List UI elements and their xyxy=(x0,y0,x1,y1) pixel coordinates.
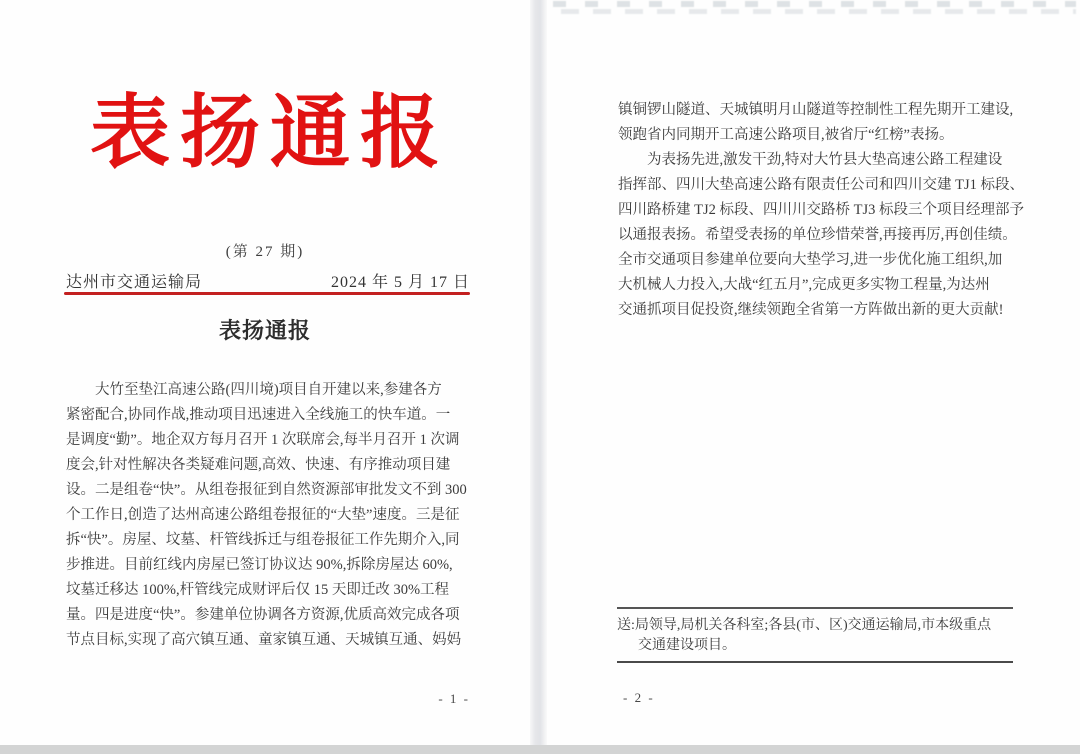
body-line: 大机械人力投入,大战“红五月”,完成更多实物工程量,为达州 xyxy=(618,277,990,293)
body-line: 为表扬先进,激发干劲,特对大竹县大垫高速公路工程建设 xyxy=(618,152,1003,168)
page-1-body xyxy=(66,378,470,653)
distribution-text xyxy=(617,609,1013,661)
meta-row xyxy=(66,269,470,292)
body-line: 度会,针对性解决各类疑难问题,高效、快速、有序推动项目建 xyxy=(66,457,451,473)
body-line: 节点目标,实现了高穴镇互通、童家镇互通、天城镇互通、妈妈 xyxy=(66,632,462,648)
issue-number: (第 27 期) xyxy=(225,244,305,260)
body-line: 领跑省内同期开工高速公路项目,被省厅“红榜”表扬。 xyxy=(618,127,954,143)
issue-date: 2024 年 5 月 17 日 xyxy=(330,274,470,291)
faint-cutoff-text-strip xyxy=(547,0,1080,16)
body-line: 四川路桥建 TJ2 标段、四川川交路桥 TJ3 标段三个项目经理部予 xyxy=(618,202,1024,218)
body-line: 紧密配合,协同作战,推动项目迅速进入全线施工的快车道。一 xyxy=(66,407,451,423)
page-1-number: - 1 - xyxy=(438,691,470,706)
page-gutter xyxy=(530,0,547,745)
page-2-number: - 2 - xyxy=(623,690,655,705)
body-line: 镇铜锣山隧道、天城镇明月山隧道等控制性工程先期开工建设, xyxy=(618,102,1014,118)
page-1 xyxy=(0,0,530,745)
body-line: 全市交通项目参建单位要向大垫学习,进一步优化施工组织,加 xyxy=(618,252,1003,268)
body-line: 指挥部、四川大垫高速公路有限责任公司和四川交建 TJ1 标段、 xyxy=(618,177,1024,193)
body-line: 大竹至垫江高速公路(四川境)项目自开建以来,参建各方 xyxy=(66,382,442,398)
distribution-rule-bottom xyxy=(617,661,1013,664)
distribution-line: 交通建设项目。 xyxy=(638,637,736,653)
body-line: 坟墓迁移达 100%,杆管线完成财评后仅 15 天即迁改 30%工程 xyxy=(66,582,450,598)
red-divider-rule xyxy=(64,292,470,295)
page-2-body xyxy=(618,98,1022,323)
document-title: 表扬通报 xyxy=(218,318,311,343)
body-line: 以通报表扬。希望受表扬的单位珍惜荣誉,再接再厉,再创佳绩。 xyxy=(618,227,1017,243)
page-2 xyxy=(547,0,1080,745)
issuing-agency: 达州市交通运输局 xyxy=(66,274,203,291)
masthead-title: 表扬通报 xyxy=(90,90,450,178)
body-line: 设。二是组卷“快”。从组卷报征到自然资源部审批发文不到 300 xyxy=(66,482,467,498)
body-line: 个工作日,创造了达州高速公路组卷报征的“大垫”速度。三是征 xyxy=(66,507,460,523)
scan-bottom-strip xyxy=(0,745,1080,754)
distribution-line: 送:局领导,局机关各科室;各县(市、区)交通运输局,市本级重点 xyxy=(617,617,992,633)
body-line: 是调度“勤”。地企双方每月召开 1 次联席会,每半月召开 1 次调 xyxy=(66,432,460,448)
body-line: 量。四是进度“快”。参建单位协调各方资源,优质高效完成各项 xyxy=(66,607,460,623)
distribution-block xyxy=(617,607,1013,663)
body-line: 步推进。目前红线内房屋已签订协议达 90%,拆除房屋达 60%, xyxy=(66,557,453,573)
body-line: 拆“快”。房屋、坟墓、杆管线拆迁与组卷报征工作先期介入,同 xyxy=(66,532,460,548)
body-line: 交通抓项目促投资,继续领跑全省第一方阵做出新的更大贡献! xyxy=(618,302,1004,318)
